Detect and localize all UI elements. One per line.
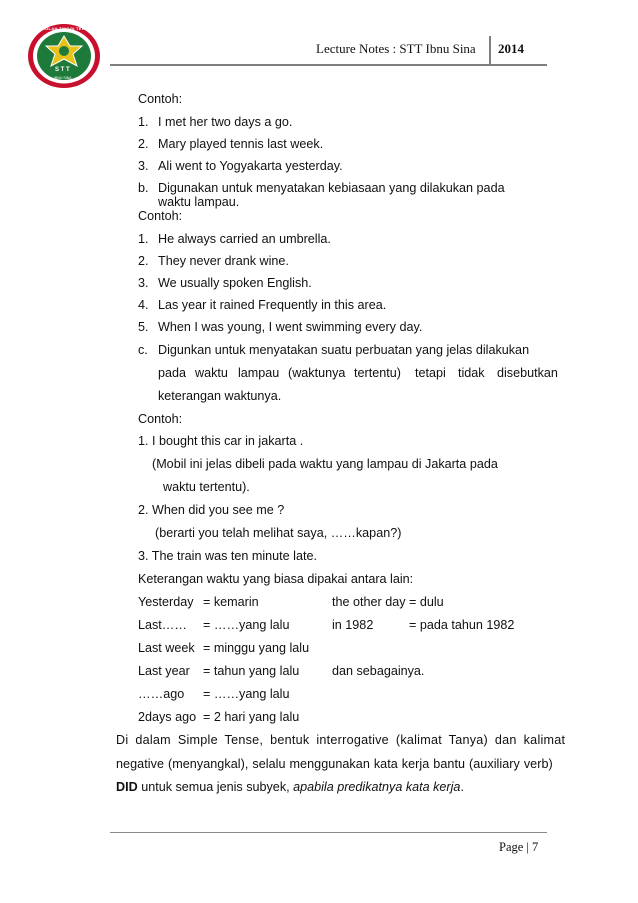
header-rule bbox=[110, 64, 547, 66]
s2-item5-num: 5. bbox=[138, 320, 149, 334]
kt-row1-meaning2: = dulu bbox=[409, 595, 444, 609]
kt-row2-meaning: = ……yang lalu bbox=[203, 618, 290, 632]
school-logo bbox=[26, 22, 102, 90]
s1-item3-text: Ali went to Yogyakarta yesterday. bbox=[158, 159, 343, 173]
paragraph-line3-mid: untuk semua jenis subyek, bbox=[137, 780, 294, 794]
kt-row2-term: Last…… bbox=[138, 618, 187, 632]
s2-item2-text: They never drank wine. bbox=[158, 254, 289, 268]
kt-row6-meaning: = 2 hari yang lalu bbox=[203, 710, 300, 724]
header-vertical-divider bbox=[489, 36, 491, 66]
s2-item1-text: He always carried an umbrella. bbox=[158, 232, 331, 246]
kt-row1-term2: the other day bbox=[332, 595, 406, 609]
s1-item3-num: 3. bbox=[138, 159, 149, 173]
kt-row6-term: 2days ago bbox=[138, 710, 197, 724]
paragraph-line3-italic: apabila predikatnya kata kerja bbox=[293, 780, 461, 794]
s1-item1-num: 1. bbox=[138, 115, 149, 129]
kt-row5-term: ……ago bbox=[138, 687, 185, 701]
header-year: 2014 bbox=[498, 41, 524, 56]
s3-item1-note1: (Mobil ini jelas dibeli pada waktu yang lampau di Jakarta pada bbox=[152, 457, 498, 471]
kt-row3-term: Last week bbox=[138, 641, 195, 655]
s3-item1: 1. I bought this car in jakarta . bbox=[138, 434, 304, 448]
s2-item5-text: When I was young, I went swimming every day. bbox=[158, 320, 423, 334]
kt-row1-meaning: = kemarin bbox=[203, 595, 259, 609]
kt-row4-term: Last year bbox=[138, 664, 190, 678]
kt-row2-meaning2: = pada tahun 1982 bbox=[409, 618, 515, 632]
point-c-line2-word8: disebutkan bbox=[497, 366, 558, 380]
paragraph-line2: negative (menyangkal), selalu menggunakan kata kerja bantu (auxiliary verb) bbox=[116, 757, 553, 771]
s1-item1-text: I met her two days a go. bbox=[158, 115, 293, 129]
point-c-line2-word4: (waktunya bbox=[288, 366, 346, 380]
s3-item2-note: (berarti you telah melihat saya, ……kapan?) bbox=[155, 526, 402, 540]
section2-label: Contoh: bbox=[138, 209, 183, 223]
kt-row1-term: Yesterday bbox=[138, 595, 194, 609]
paragraph-line3 bbox=[116, 780, 464, 795]
logo-text-top: SEKOLAH TINGGI TEKNIK bbox=[36, 26, 93, 31]
logo-text-bottom: IBNU SINA bbox=[54, 76, 72, 80]
point-b-num: b. bbox=[138, 181, 149, 195]
point-c-line2-word5: tertentu) bbox=[354, 366, 401, 380]
s3-item1-note2: waktu tertentu). bbox=[163, 480, 250, 494]
s3-item3: 3. The train was ten minute late. bbox=[138, 549, 317, 563]
s2-item3-num: 3. bbox=[138, 276, 149, 290]
s3-item2: 2. When did you see me ? bbox=[138, 503, 285, 517]
footer-rule bbox=[110, 832, 547, 833]
point-c-line2-word2: waktu bbox=[195, 366, 228, 380]
header-title: Lecture Notes : STT Ibnu Sina bbox=[316, 41, 476, 56]
point-c-num: c. bbox=[138, 343, 148, 357]
point-c-line3: keterangan waktunya. bbox=[158, 389, 282, 403]
point-c-line2-word6: tetapi bbox=[415, 366, 446, 380]
point-c-line2-word3: lampau bbox=[238, 366, 280, 380]
point-b-line2: waktu lampau. bbox=[158, 195, 240, 209]
s1-item2-num: 2. bbox=[138, 137, 149, 151]
paragraph-bold-did: DID bbox=[116, 780, 138, 794]
kt-row3-meaning: = minggu yang lalu bbox=[203, 641, 310, 655]
s1-item2-text: Mary played tennis last week. bbox=[158, 137, 324, 151]
s2-item4-text: Las year it rained Frequently in this area. bbox=[158, 298, 387, 312]
paragraph-line1: Di dalam Simple Tense, bentuk interrogative (kalimat Tanya) dan kalimat bbox=[116, 733, 566, 747]
kt-row5-meaning: = ……yang lalu bbox=[203, 687, 290, 701]
point-b-line1: Digunakan untuk menyatakan kebiasaan yang dilakukan pada bbox=[158, 181, 505, 195]
kt-row4-meaning: = tahun yang lalu bbox=[203, 664, 300, 678]
point-c-line2-word1: pada bbox=[158, 366, 187, 380]
section3-label: Contoh: bbox=[138, 412, 183, 426]
kt-row4-term2: dan sebagainya. bbox=[332, 664, 425, 678]
kt-row2-term2: in 1982 bbox=[332, 618, 374, 632]
section1-label: Contoh: bbox=[138, 92, 183, 106]
keterangan-intro: Keterangan waktu yang biasa dipakai antara lain: bbox=[138, 572, 414, 586]
point-c-line2-word7: tidak bbox=[458, 366, 485, 380]
s2-item1-num: 1. bbox=[138, 232, 149, 246]
paragraph-line3-end: . bbox=[460, 780, 464, 794]
logo-text-mid: S T T bbox=[55, 67, 70, 73]
s2-item2-num: 2. bbox=[138, 254, 149, 268]
s2-item4-num: 4. bbox=[138, 298, 149, 312]
page-number: Page | 7 bbox=[499, 840, 539, 854]
point-c-line1: Digunkan untuk menyatakan suatu perbuatan yang jelas dilakukan bbox=[158, 343, 530, 357]
s2-item3-text: We usually spoken English. bbox=[158, 276, 312, 290]
